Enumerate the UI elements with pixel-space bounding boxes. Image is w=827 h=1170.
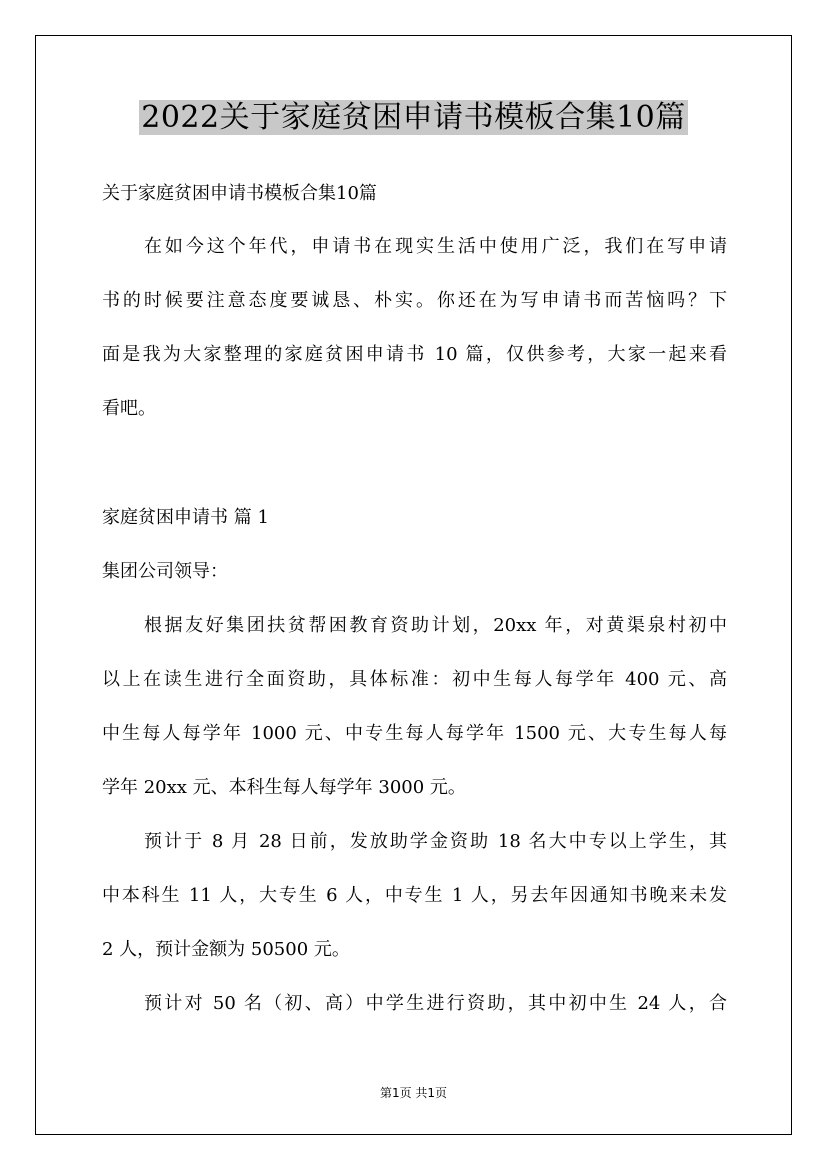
page-footer <box>0 1084 827 1101</box>
intro-line-3: 面是我为大家整理的家庭贫困申请书 10 篇，仅供参考，大家一起来看 <box>102 344 727 365</box>
document-subtitle: 关于家庭贫困申请书模板合集10篇 <box>102 183 377 204</box>
para1-line-1: 根据友好集团扶贫帮困教育资助计划，20xx 年，对黄渠泉村初中 <box>144 615 727 636</box>
intro-line-4: 看吧。 <box>102 398 156 419</box>
intro-line-2: 书的时候要注意态度要诚恳、朴实。你还在为写申请书而苦恼吗？下 <box>102 290 727 311</box>
para3-line-1: 预计对 50 名（初、高）中学生进行资助，其中初中生 24 人，合 <box>144 993 727 1014</box>
para2-line-3: 2 人，预计金额为 50500 元。 <box>102 939 350 960</box>
para1-line-4: 学年 20xx 元、本科生每人每学年 3000 元。 <box>102 777 466 798</box>
section-heading: 家庭贫困申请书 篇 1 <box>102 507 269 528</box>
para1-line-3: 中生每人每学年 1000 元、中专生每人每学年 1500 元、大专生每人每 <box>102 723 727 744</box>
para2-line-1: 预计于 8 月 28 日前，发放助学金资助 18 名大中专以上学生，其 <box>144 831 727 852</box>
document-body <box>102 0 727 1170</box>
page-number-label: 第1页 共1页 <box>379 1086 448 1100</box>
para2-line-2: 中本科生 11 人，大专生 6 人，中专生 1 人，另去年因通知书晚来未发 <box>102 885 727 906</box>
intro-line-1: 在如今这个年代，申请书在现实生活中使用广泛，我们在写申请 <box>144 236 727 257</box>
document-title: 2022关于家庭贫困申请书模板合集10篇 <box>141 100 686 135</box>
salutation: 集团公司领导： <box>102 561 228 582</box>
para1-line-2: 以上在读生进行全面资助，具体标准：初中生每人每学年 400 元、高 <box>102 669 727 690</box>
